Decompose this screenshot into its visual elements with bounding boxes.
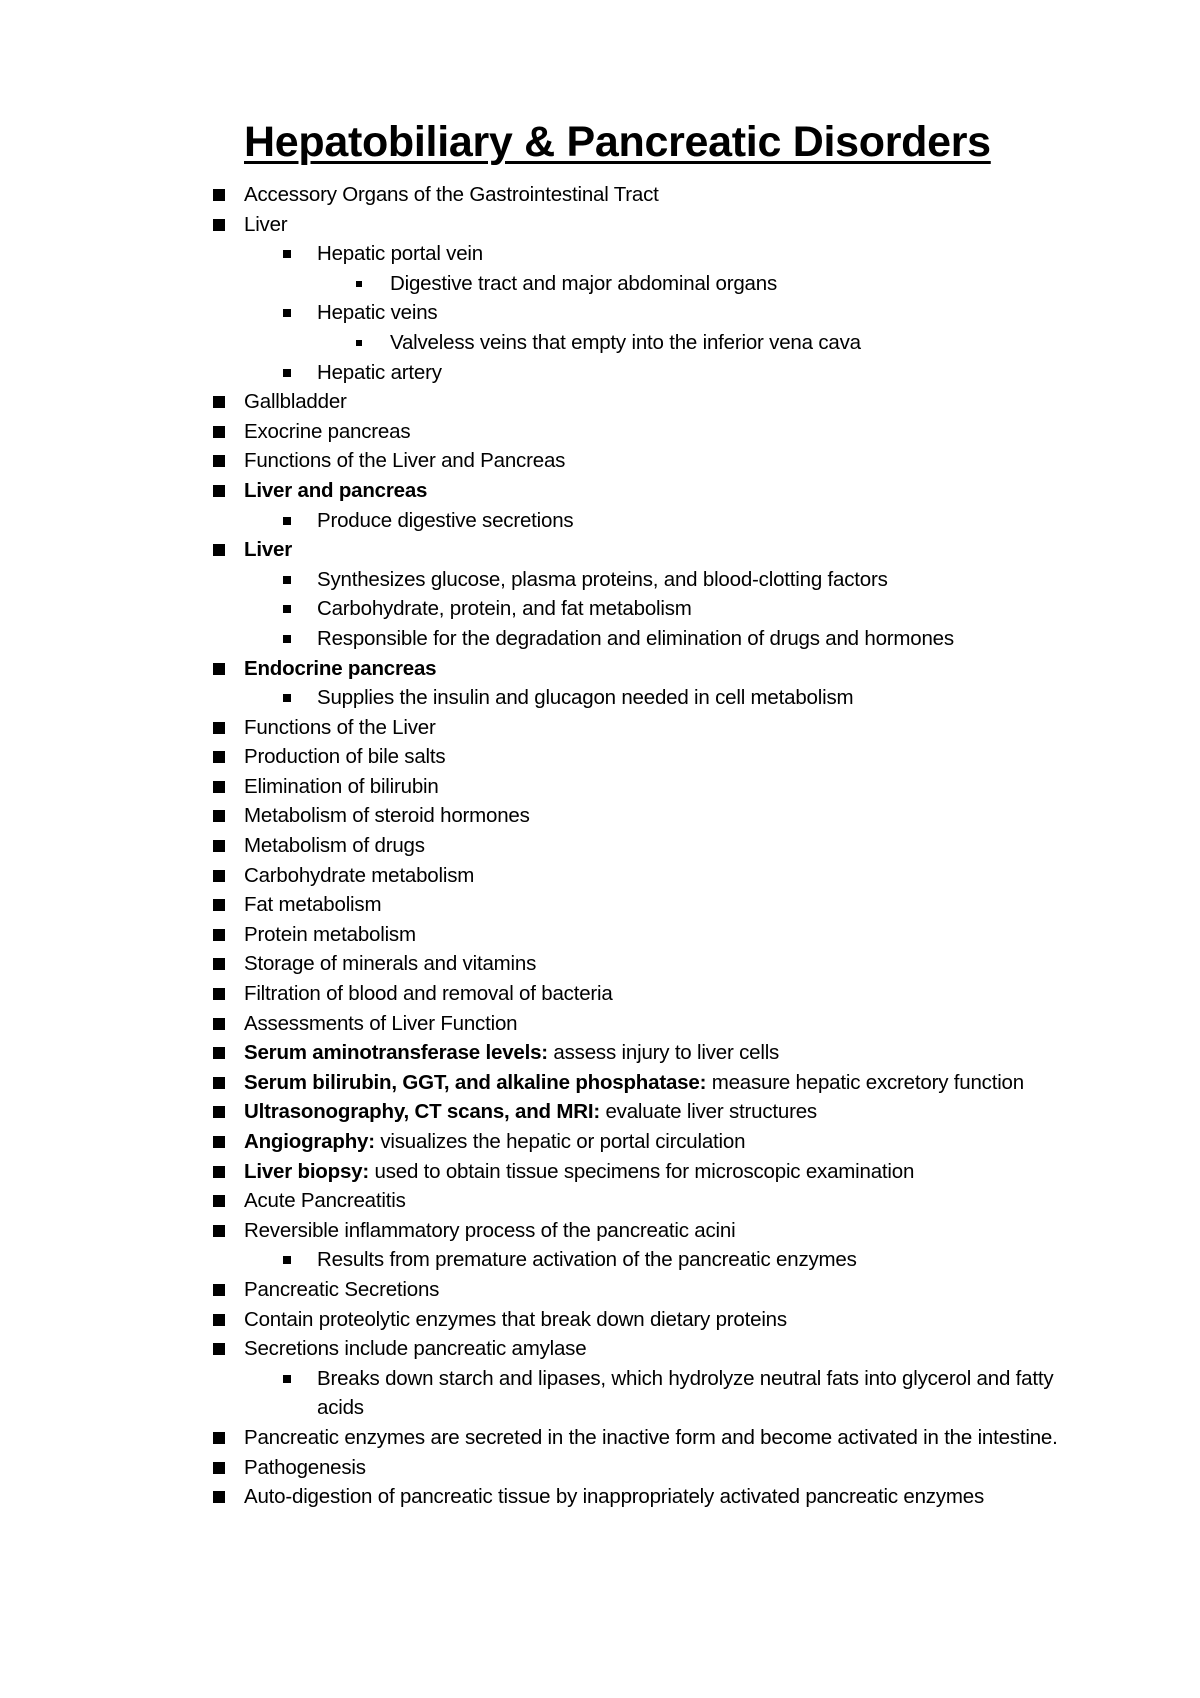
list-item-level-0	[0, 1127, 1080, 1157]
list-item-text	[244, 1482, 1080, 1512]
square-bullet-icon	[213, 455, 225, 467]
list-item-body: Functions of the Liver	[244, 715, 436, 739]
list-item-body: Results from premature activation of the pancreatic enzymes	[317, 1248, 857, 1272]
list-item-text	[244, 417, 1080, 447]
list-item-body: Secretions include pancreatic amylase	[244, 1337, 587, 1361]
square-bullet-icon	[213, 396, 225, 408]
list-item-bold-term: Liver	[244, 538, 292, 562]
list-item-body: Storage of minerals and vitamins	[244, 952, 537, 976]
list-item-body: Accessory Organs of the Gastrointestinal Tract	[244, 183, 659, 206]
square-bullet-icon	[213, 1047, 225, 1059]
list-item-level-0	[0, 1334, 1080, 1364]
list-item-bold-term: Liver biopsy:	[244, 1159, 369, 1183]
list-item-body: Synthesizes glucose, plasma proteins, and blood-clotting factors	[317, 567, 888, 591]
list-item-body: Contain proteolytic enzymes that break down dietary proteins	[244, 1307, 787, 1331]
list-item-body: Exocrine pancreas	[244, 419, 411, 443]
list-item-text	[317, 683, 1087, 713]
list-item-text	[244, 772, 1080, 802]
list-item-text	[244, 949, 1080, 979]
list-item-level-0	[0, 979, 1080, 1009]
list-item-text	[244, 1216, 1080, 1246]
square-bullet-icon	[213, 1343, 225, 1355]
list-item-text	[244, 1038, 1080, 1068]
list-item-text	[244, 831, 1080, 861]
list-item-level-0	[0, 861, 1080, 891]
list-item-text	[244, 1157, 1080, 1187]
list-item-level-1	[0, 506, 1087, 536]
list-item-body: Pancreatic Secretions	[244, 1277, 440, 1301]
list-item-text	[390, 328, 1080, 358]
list-item-body: used to obtain tissue specimens for microscopic examination	[369, 1159, 915, 1183]
list-item-body: Breaks down starch and lipases, which hydrolyze neutral fats into glycerol and fatty acids	[317, 1366, 1054, 1420]
square-bullet-icon	[213, 485, 225, 497]
list-item-body: Carbohydrate metabolism	[244, 863, 475, 887]
list-item-text	[244, 387, 1080, 417]
list-item-text	[244, 890, 1080, 920]
list-item-body: Produce digestive secretions	[317, 508, 574, 532]
list-item-body: Digestive tract and major abdominal organs	[390, 271, 777, 295]
list-item-level-1	[0, 1245, 1087, 1275]
list-item-level-1	[0, 683, 1087, 713]
list-item-level-1	[0, 565, 1087, 595]
list-item-bold-term: Endocrine pancreas	[244, 656, 437, 680]
list-item-body: Valveless veins that empty into the inferior vena cava	[390, 330, 861, 354]
list-item-text	[317, 506, 1087, 536]
square-bullet-icon	[213, 722, 225, 734]
list-item-text	[244, 1305, 1080, 1335]
small-square-bullet-icon	[283, 517, 291, 525]
list-item-body: Functions of the Liver and Pancreas	[244, 449, 566, 473]
list-item-body: visualizes the hepatic or portal circulation	[374, 1130, 746, 1153]
square-bullet-icon	[213, 1462, 225, 1474]
square-bullet-icon	[213, 1491, 225, 1503]
square-bullet-icon	[213, 840, 225, 852]
list-item-text	[244, 1453, 1080, 1483]
square-bullet-icon	[213, 810, 225, 822]
square-bullet-icon	[213, 1195, 225, 1207]
square-bullet-icon	[213, 899, 225, 911]
list-item-level-0	[0, 1038, 1080, 1068]
small-square-bullet-icon	[356, 281, 362, 287]
list-item-level-0	[0, 654, 1080, 684]
list-item-text	[244, 1068, 1080, 1098]
list-item-body: Elimination of bilirubin	[244, 774, 439, 798]
small-square-bullet-icon	[283, 1256, 291, 1264]
square-bullet-icon	[213, 426, 225, 438]
list-item-body: Supplies the insulin and glucagon needed in cell metabolism	[317, 686, 854, 710]
list-item-level-0	[0, 1423, 1080, 1453]
list-item-level-1	[0, 624, 1087, 654]
list-item-body: Production of bile salts	[244, 745, 446, 769]
list-item-level-0	[0, 713, 1080, 743]
square-bullet-icon	[213, 870, 225, 882]
list-item-text	[244, 1009, 1080, 1039]
square-bullet-icon	[213, 1225, 225, 1237]
list-item-level-0	[0, 1216, 1080, 1246]
square-bullet-icon	[213, 219, 225, 231]
list-item-text	[317, 358, 1087, 388]
list-item-body: Metabolism of steroid hormones	[244, 804, 530, 828]
square-bullet-icon	[213, 1284, 225, 1296]
square-bullet-icon	[213, 544, 225, 556]
list-item-body: Liver	[244, 212, 288, 236]
list-item-text	[317, 1245, 1087, 1275]
square-bullet-icon	[213, 189, 225, 201]
list-item-text	[244, 1127, 1080, 1157]
list-item-level-0	[0, 1305, 1080, 1335]
list-item-body: Hepatic portal vein	[317, 242, 483, 266]
list-item-text	[317, 298, 1087, 328]
square-bullet-icon	[213, 1077, 225, 1089]
list-item-text	[244, 713, 1080, 743]
list-item-level-0	[0, 180, 1080, 210]
list-item-text	[244, 476, 1080, 506]
list-item-level-1	[0, 298, 1087, 328]
list-item-bold-term: Liver and pancreas	[244, 478, 428, 502]
square-bullet-icon	[213, 781, 225, 793]
list-item-text	[244, 1275, 1080, 1305]
list-item-level-1	[0, 239, 1087, 269]
list-item-text	[244, 742, 1080, 772]
list-item-level-0	[0, 1009, 1080, 1039]
list-item-text	[244, 654, 1080, 684]
list-item-text	[317, 594, 1087, 624]
small-square-bullet-icon	[283, 635, 291, 643]
list-item-body: Hepatic veins	[317, 301, 438, 325]
square-bullet-icon	[213, 663, 225, 675]
list-item-level-0	[0, 210, 1080, 240]
list-item-level-1	[0, 1364, 1087, 1423]
list-item-body: Auto-digestion of pancreatic tissue by inappropriately activated pancreatic enzymes	[244, 1485, 985, 1509]
list-item-text	[244, 1097, 1080, 1127]
list-item-level-0	[0, 1068, 1080, 1098]
square-bullet-icon	[213, 1018, 225, 1030]
list-item-body: assess injury to liver cells	[547, 1041, 780, 1065]
list-item-body: Acute Pancreatitis	[244, 1189, 406, 1213]
small-square-bullet-icon	[283, 605, 291, 613]
list-item-text	[244, 861, 1080, 891]
list-item-body: Reversible inflammatory process of the pancreatic acini	[244, 1218, 736, 1242]
list-item-bold-term: Ultrasonography, CT scans, and MRI:	[244, 1100, 600, 1124]
list-item-level-0	[0, 535, 1080, 565]
list-item-text	[317, 624, 1087, 654]
list-item-level-0	[0, 476, 1080, 506]
list-item-level-0	[0, 742, 1080, 772]
list-item-text	[244, 1334, 1080, 1364]
list-item-level-0	[0, 801, 1080, 831]
list-item-body: Gallbladder	[244, 390, 347, 414]
small-square-bullet-icon	[283, 576, 291, 584]
list-item-level-0	[0, 387, 1080, 417]
list-item-level-1	[0, 358, 1087, 388]
list-item-level-2	[0, 269, 1080, 299]
list-item-text	[317, 1364, 1087, 1423]
list-item-text	[317, 239, 1087, 269]
list-item-level-0	[0, 1186, 1080, 1216]
list-item-body: Hepatic artery	[317, 360, 442, 384]
square-bullet-icon	[213, 1136, 225, 1148]
list-item-level-1	[0, 594, 1087, 624]
list-item-body: Assessments of Liver Function	[244, 1011, 518, 1035]
small-square-bullet-icon	[283, 250, 291, 258]
list-item-text	[244, 1423, 1080, 1453]
list-item-body: Filtration of blood and removal of bacteria	[244, 982, 613, 1006]
small-square-bullet-icon	[283, 309, 291, 317]
list-item-text	[244, 801, 1080, 831]
list-item-text	[317, 565, 1087, 595]
list-item-body: Carbohydrate, protein, and fat metabolism	[317, 597, 692, 621]
square-bullet-icon	[213, 1314, 225, 1326]
square-bullet-icon	[213, 929, 225, 941]
square-bullet-icon	[213, 958, 225, 970]
list-item-body: Responsible for the degradation and elimination of drugs and hormones	[317, 626, 954, 650]
list-item-body: Protein metabolism	[244, 922, 416, 946]
list-item-bold-term: Serum aminotransferase levels:	[244, 1041, 548, 1065]
list-item-body: measure hepatic excretory function	[706, 1070, 1024, 1094]
list-item-body: evaluate liver structures	[599, 1100, 817, 1124]
list-item-level-0	[0, 446, 1080, 476]
list-item-level-0	[0, 831, 1080, 861]
square-bullet-icon	[213, 751, 225, 763]
square-bullet-icon	[213, 1432, 225, 1444]
list-item-bold-term: Serum bilirubin, GGT, and alkaline phosphatase:	[244, 1070, 707, 1094]
list-item-level-2	[0, 328, 1080, 358]
small-square-bullet-icon	[356, 340, 362, 346]
list-item-bold-term: Angiography:	[244, 1130, 375, 1153]
list-item-text	[244, 180, 1080, 210]
list-item-level-0	[0, 417, 1080, 447]
list-item-level-0	[0, 1275, 1080, 1305]
list-item-text	[244, 210, 1080, 240]
square-bullet-icon	[213, 1166, 225, 1178]
list-item-level-0	[0, 772, 1080, 802]
square-bullet-icon	[213, 1106, 225, 1118]
list-item-body: Metabolism of drugs	[244, 834, 425, 858]
list-item-body: Fat metabolism	[244, 893, 382, 917]
list-item-text	[244, 1186, 1080, 1216]
list-item-text	[390, 269, 1080, 299]
list-item-body: Pathogenesis	[244, 1455, 366, 1479]
list-item-text	[244, 920, 1080, 950]
square-bullet-icon	[213, 988, 225, 1000]
list-item-level-0	[0, 920, 1080, 950]
list-item-text	[244, 979, 1080, 1009]
list-item-text	[244, 446, 1080, 476]
list-item-level-0	[0, 890, 1080, 920]
list-item-level-0	[0, 949, 1080, 979]
list-item-text	[244, 535, 1080, 565]
list-item-level-0	[0, 1157, 1080, 1187]
bullet-outline	[0, 180, 1200, 1512]
page-title: Hepatobiliary & Pancreatic Disorders	[244, 118, 991, 166]
list-item-level-0	[0, 1453, 1080, 1483]
small-square-bullet-icon	[283, 369, 291, 377]
list-item-body: Pancreatic enzymes are secreted in the inactive form and become activated in the intestine.	[244, 1425, 1058, 1449]
list-item-level-0	[0, 1097, 1080, 1127]
list-item-level-0	[0, 1482, 1080, 1512]
small-square-bullet-icon	[283, 1375, 291, 1383]
small-square-bullet-icon	[283, 694, 291, 702]
